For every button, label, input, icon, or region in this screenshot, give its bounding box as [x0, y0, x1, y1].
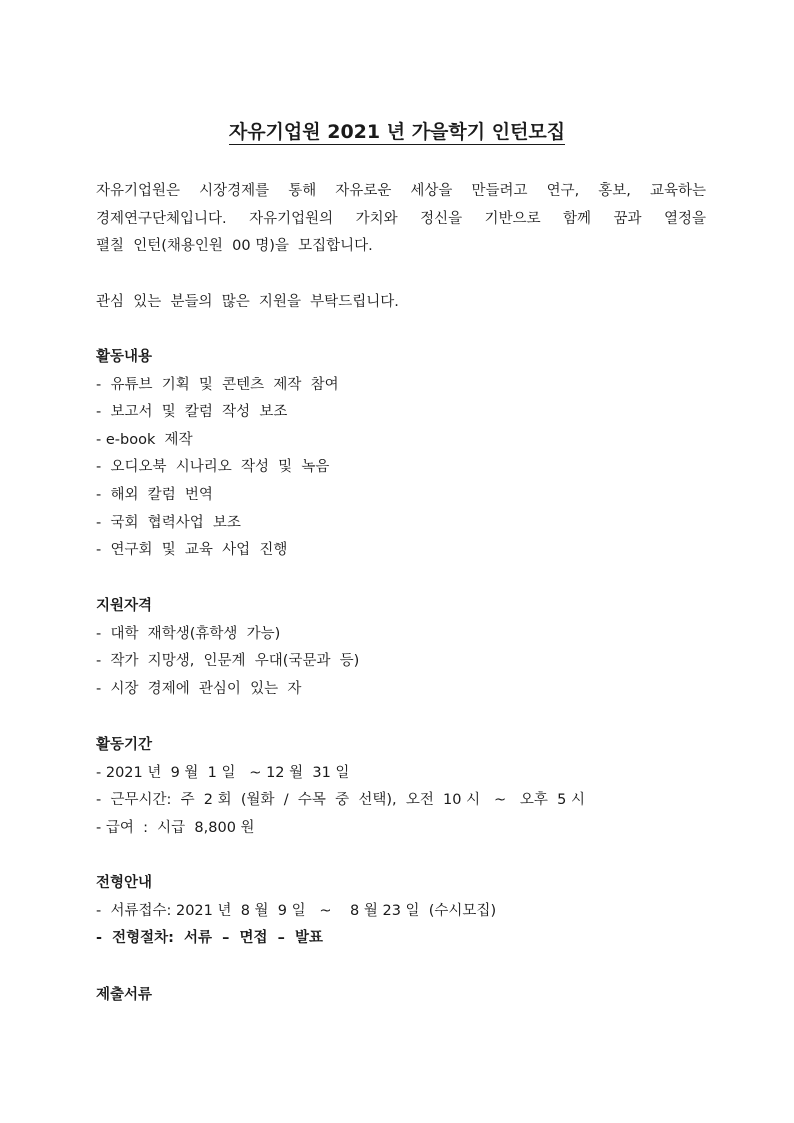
list-item: - 대학 재학생(휴학생 가능) [96, 625, 281, 642]
intro-line: 경제연구단체입니다. 자유기업원의 가치와 정신을 기반으로 함께 꿈과 열정을 [96, 210, 706, 227]
list-item: - 해외 칼럼 번역 [96, 486, 213, 503]
list-item: - 급여 : 시급 8,800 원 [96, 819, 255, 836]
section-heading-period: 활동기간 [96, 737, 153, 753]
intro-line: 자유기업원은 시장경제를 통해 자유로운 세상을 만들려고 연구, 홍보, 교육하는 [96, 183, 706, 199]
intro-line: 펼칠 인턴(채용인원 00 명)을 모집합니다. [96, 238, 373, 255]
activities-section [96, 344, 706, 565]
list-item: - 유튜브 기획 및 콘텐츠 제작 참여 [96, 376, 339, 393]
list-item: - 오디오북 시나리오 작성 및 녹음 [96, 459, 330, 476]
intro-paragraph [96, 178, 706, 261]
list-item: - 보고서 및 칼럼 작성 보조 [96, 404, 288, 421]
document-title-text: 자유기업원 2021 년 가을학기 인턴모집 [228, 121, 566, 143]
qualifications-section [96, 593, 706, 703]
period-section [96, 732, 706, 842]
documents-section [96, 982, 706, 1010]
list-item: - 2021 년 9 월 1 일 ~ 12 월 31 일 [96, 764, 350, 781]
section-heading-qualifications: 지원자격 [96, 598, 153, 614]
list-item: - 연구회 및 교육 사업 진행 [96, 542, 288, 559]
list-item: - e-book 제작 [96, 431, 193, 448]
list-item: - 작가 지망생, 인문계 우대(국문과 등) [96, 653, 360, 670]
appeal-text: 관심 있는 분들의 많은 지원을 부탁드립니다. [96, 294, 399, 310]
list-item: - 시장 경제에 관심이 있는 자 [96, 680, 302, 697]
list-item: - 근무시간: 주 2 회 (월화 / 수목 중 선택), 오전 10 시 ~ 오후 5 시 [96, 792, 585, 809]
list-item: - 서류접수: 2021 년 8 월 9 일 ~ 8 월 23 일 (수시모집) [96, 902, 497, 919]
section-heading-selection: 전형안내 [96, 875, 153, 891]
list-item-procedure: - 전형절차: 서류 – 면접 – 발표 [96, 930, 323, 947]
appeal-paragraph [96, 289, 706, 317]
section-heading-activities: 활동내용 [96, 349, 153, 365]
section-heading-documents: 제출서류 [96, 987, 153, 1003]
list-item: - 국회 협력사업 보조 [96, 514, 241, 531]
selection-section [96, 870, 706, 953]
document-title [0, 118, 794, 146]
